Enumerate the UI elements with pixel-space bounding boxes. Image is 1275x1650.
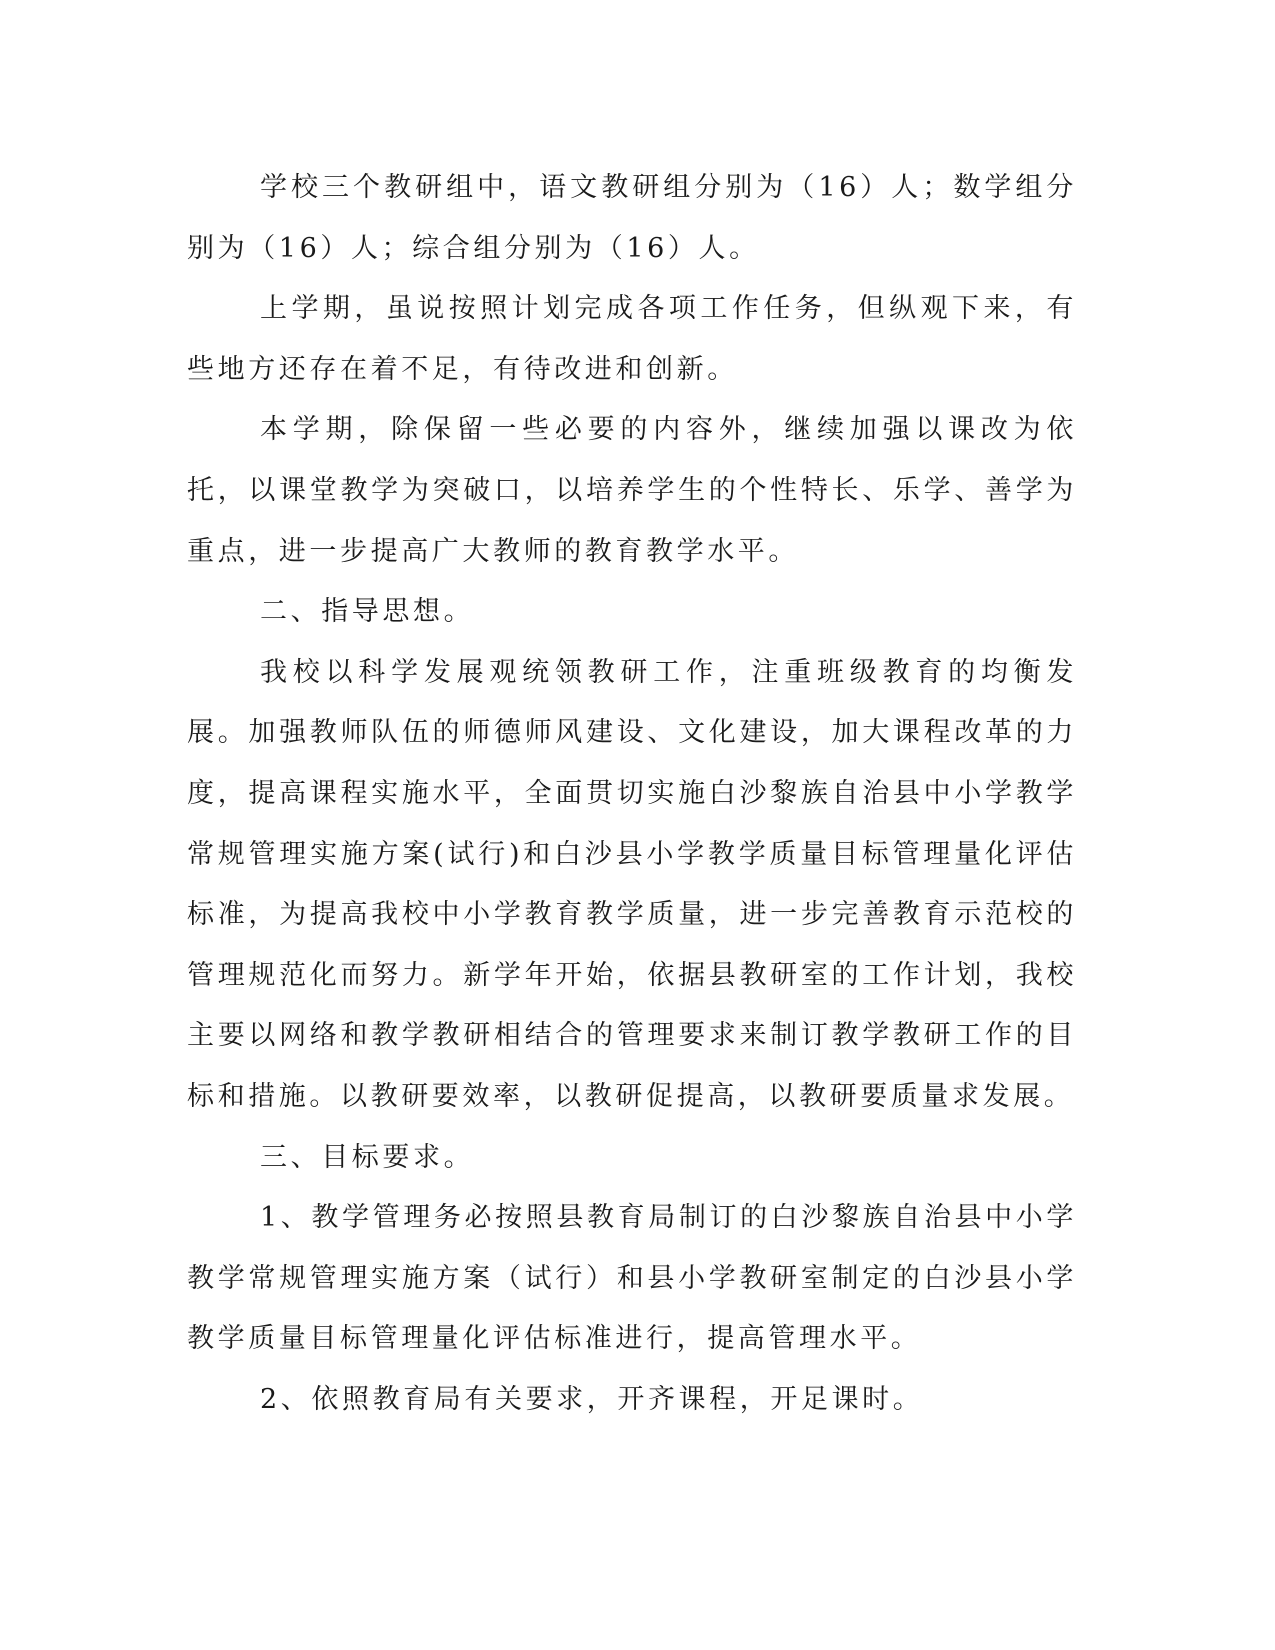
section-heading-goals: 三、目标要求。 xyxy=(260,1141,475,1173)
list-item-goal-2: 2、依照教育局有关要求，开齐课程，开足课时。 xyxy=(260,1383,924,1415)
paragraph-staff-groups: 学校三个教研组中，语文教研组分别为（16）人；数学组分别为（16）人；综合组分别为（16）人。 xyxy=(187,172,1077,264)
paragraph-last-semester: 上学期，虽说按照计划完成各项工作任务，但纵观下来，有些地方还存在着不足，有待改进和创新。 xyxy=(187,293,1077,385)
paragraph-this-semester: 本学期，除保留一些必要的内容外，继续加强以课改为依托，以课堂教学为突破口，以培养学生的个性特长、乐学、善学为重点，进一步提高广大教师的教育教学水平。 xyxy=(187,414,1077,567)
list-item-goal-1: 1、教学管理务必按照县教育局制订的白沙黎族自治县中小学教学常规管理实施方案（试行）和县小学教研室制定的白沙县小学教学质量目标管理量化评估标准进行，提高管理水平。 xyxy=(187,1202,1077,1355)
section-heading-guiding-ideology: 二、指导思想。 xyxy=(260,596,475,628)
paragraph-guiding-ideology: 我校以科学发展观统领教研工作，注重班级教育的均衡发展。加强教师队伍的师德师风建设、文化建设，加大课程改革的力度，提高课程实施水平，全面贯切实施白沙黎族自治县中小学教学常规管理实施方案(试行)和白沙县小学教学质量目标管理量化评估标准，为提高我校中小学教育教学质量，进一步完善教育示范校的管理规范化而努力。新学年开始，依据县教研室的工作计划，我校主要以网络和教学教研相结合的管理要求来制订教学教研工作的目标和措施。以教研要效率，以教研促提高，以教研要质量求发展。 xyxy=(187,656,1077,1112)
document-body xyxy=(187,158,1077,1430)
